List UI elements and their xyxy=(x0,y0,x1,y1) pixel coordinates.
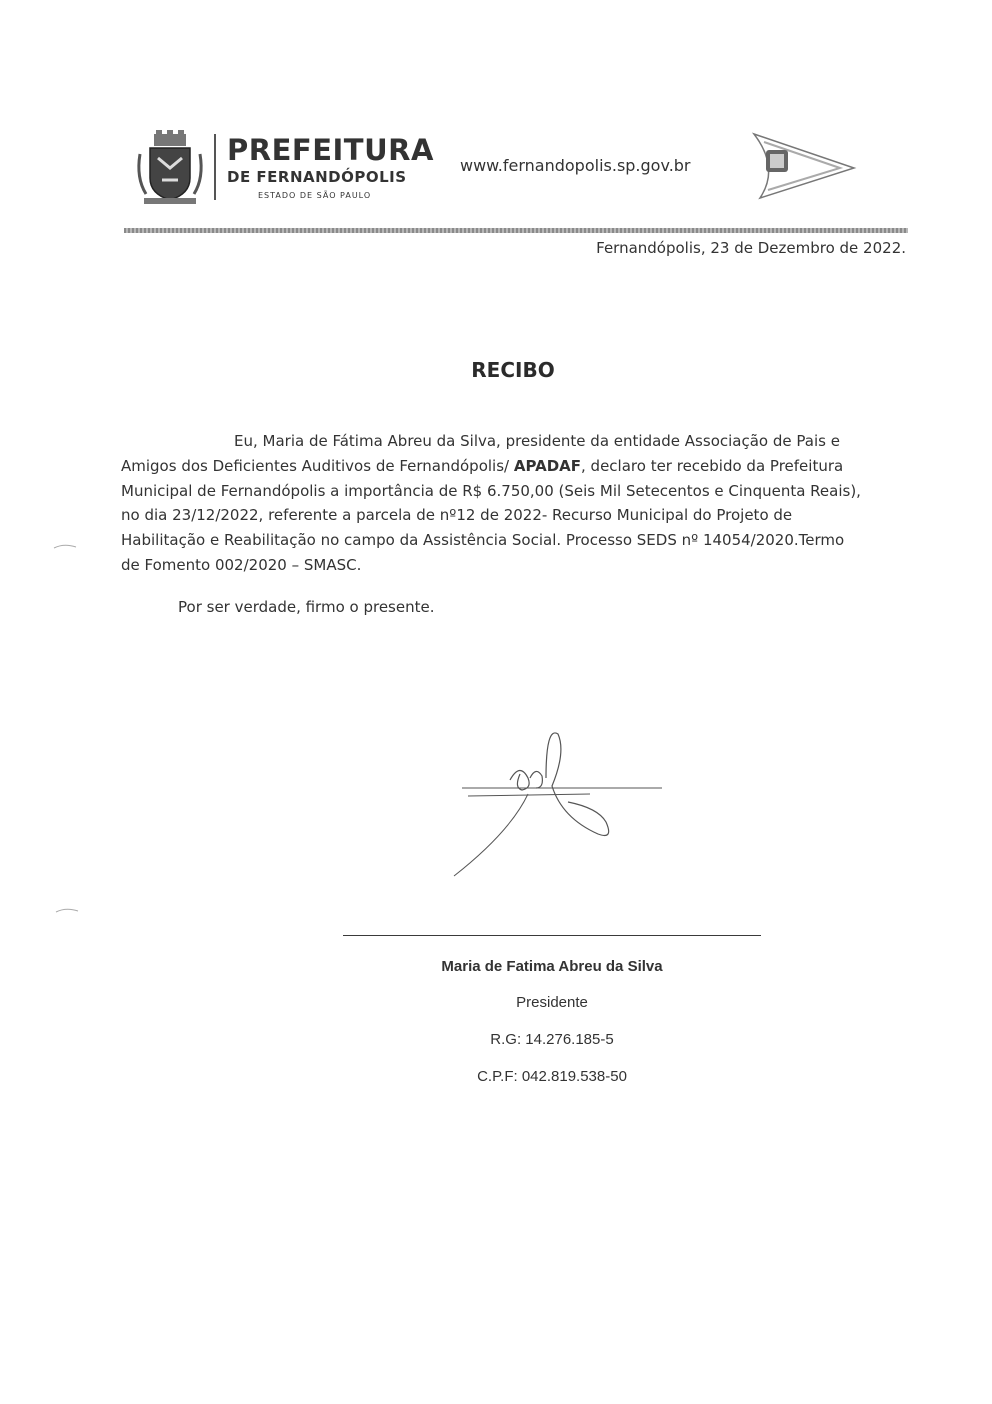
city-flag-icon xyxy=(750,128,858,204)
body-line: Habilitação e Reabilitação no campo da Assistência Social. Processo SEDS nº 14054/2020.Termo xyxy=(121,531,845,550)
signer-role: Presidente xyxy=(516,994,588,1011)
entity-acronym: APADAF xyxy=(513,456,582,475)
scan-mark xyxy=(54,906,80,914)
body-paragraph xyxy=(121,429,911,578)
signer-cpf: C.P.F: 042.819.538-50 xyxy=(477,1068,627,1085)
header-rule xyxy=(124,228,908,233)
handwritten-signature xyxy=(450,722,670,882)
body-text: Amigos dos Deficientes Auditivos de Fernandópolis/ xyxy=(121,456,514,475)
date-line: Fernandópolis, 23 de Dezembro de 2022. xyxy=(596,239,906,257)
body-line: Municipal de Fernandópolis a importância de R$ 6.750,00 (Seis Mil Setecentos e Cinquenta Reais), xyxy=(121,481,861,500)
body-line: Eu, Maria de Fátima Abreu da Silva, presidente da entidade Associação de Pais e xyxy=(234,432,840,450)
header-divider xyxy=(214,134,216,200)
brand-subtitle: DE FERNANDÓPOLIS xyxy=(227,168,407,186)
brand-state: ESTADO DE SÃO PAULO xyxy=(258,191,372,200)
body-line xyxy=(121,454,911,479)
scan-mark xyxy=(52,542,78,550)
closing-line: Por ser verdade, firmo o presente. xyxy=(178,598,435,616)
document-title: RECIBO xyxy=(471,358,555,382)
body-text: , declaro ter recebido da Prefeitura xyxy=(581,456,844,475)
signer-name: Maria de Fatima Abreu da Silva xyxy=(441,958,663,975)
body-line: no dia 23/12/2022, referente a parcela de nº12 de 2022- Recurso Municipal do Projeto de xyxy=(121,506,793,525)
signature-line xyxy=(343,935,761,936)
brand-title: PREFEITURA xyxy=(227,133,434,167)
website-link[interactable]: www.fernandopolis.sp.gov.br xyxy=(460,156,691,175)
signer-rg: R.G: 14.276.185-5 xyxy=(490,1031,614,1048)
city-crest-icon xyxy=(132,128,208,208)
body-line: de Fomento 002/2020 – SMASC. xyxy=(121,555,362,574)
